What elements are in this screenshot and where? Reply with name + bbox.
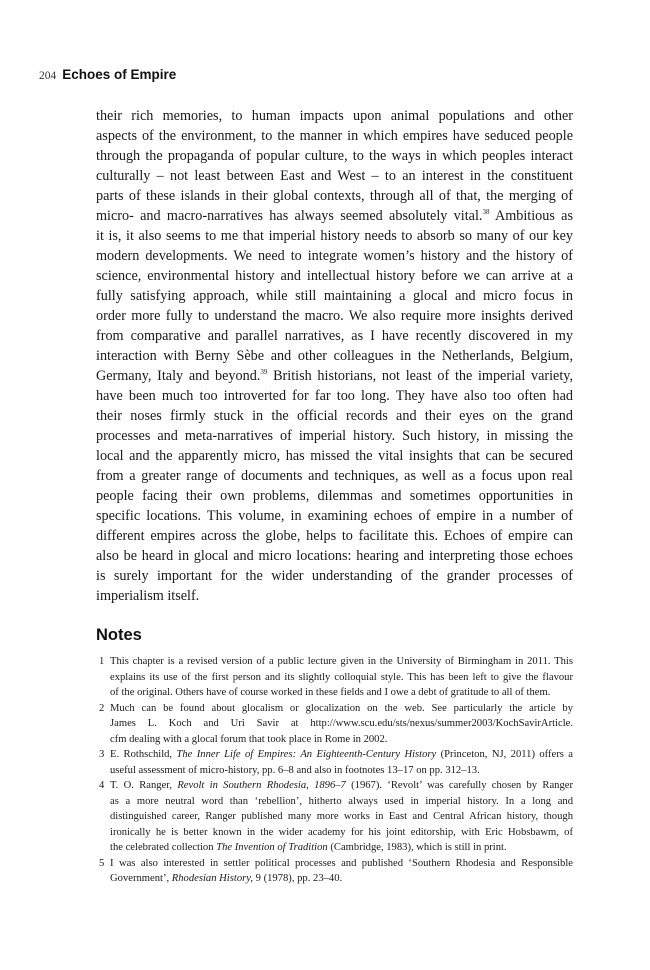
footnote-number: 5 bbox=[99, 857, 105, 869]
body-line-text: science, environmental history and intellectual history before we can arrive at a bbox=[96, 268, 573, 284]
body-line-text: aspects of the environment, to the manner in which empires have seduced people bbox=[96, 128, 573, 144]
footnote-italic-title: Revolt in Southern Rhodesia, 1896–7 bbox=[177, 780, 346, 791]
body-line bbox=[96, 126, 573, 146]
body-line-text: from a greater range of documents and techniques, as well as a focus upon real bbox=[96, 468, 573, 484]
footnote-text: (Cambridge, 1983), which is still in print. bbox=[327, 842, 507, 853]
footnote-number: 2 bbox=[99, 702, 105, 714]
body-line-text: their rich memories, to human impacts upon animal populations and other bbox=[96, 108, 573, 124]
footnote-item bbox=[96, 747, 573, 778]
footnote-text: the celebrated collection bbox=[110, 842, 217, 853]
footnote-line bbox=[110, 763, 573, 779]
body-line-text: British historians, not least of the imperial variety, bbox=[267, 368, 573, 384]
footnote-item bbox=[96, 856, 573, 887]
body-line bbox=[96, 266, 573, 286]
footnote-text: 9 (1978), pp. 23–40. bbox=[253, 873, 343, 884]
body-line bbox=[96, 526, 573, 546]
footnote-text: Much can be found about glocalism or glocalization on the web. See particularly the article by bbox=[110, 702, 573, 714]
footnote-line bbox=[110, 732, 573, 748]
footnote-text: Government’, bbox=[110, 873, 172, 884]
body-line-text: interaction with Berny Sèbe and other colleagues in the Netherlands, Belgium, bbox=[96, 348, 573, 364]
footnote-line bbox=[110, 840, 573, 856]
body-line-text: people facing their own problems, dilemmas and sometimes opportunities in bbox=[96, 488, 573, 504]
footnote-text: as a more neutral word than ‘rebellion’, hitherto always used in imperial history. In a long and bbox=[110, 795, 573, 807]
body-line-text: micro- and macro-narratives has always seemed absolutely vital. bbox=[96, 208, 483, 224]
body-line bbox=[96, 546, 573, 566]
footnote-text: ironically he is better known in the wider academy for his joint editorship, with Eric Hobsbawm, of bbox=[110, 826, 573, 838]
footnote-line bbox=[110, 871, 573, 887]
body-line-text: their noses firmly stuck in the official records and their eyes on the grand bbox=[96, 408, 573, 424]
footnote-text: I was also interested in settler political processes and published ‘Southern Rhodesia and Responsible bbox=[110, 857, 573, 869]
body-line bbox=[96, 106, 573, 126]
footnote-item bbox=[96, 701, 573, 748]
page-number: 204 bbox=[39, 70, 57, 82]
body-line-text: parts of these islands in their global contexts, through all of that, the merging of bbox=[96, 188, 573, 204]
body-line-text: have been much too introverted for far too long. They have also too often had bbox=[96, 388, 573, 404]
footnote-number: 1 bbox=[99, 656, 105, 667]
footnote-line bbox=[110, 747, 573, 763]
footnote-text: cfm dealing with a glocal forum that took place in Rome in 2002. bbox=[110, 733, 388, 745]
body-line-text: fully satisfying approach, while still maintaining a glocal and micro focus in bbox=[96, 288, 573, 304]
footnote-text: explains its use of the first person and its slightly colloquial style. This has been left to give the flavour bbox=[110, 671, 573, 683]
footnote-number: 4 bbox=[99, 780, 105, 791]
body-line-text: Ambitious as bbox=[489, 208, 573, 224]
footnote-text: James L. Koch and Uri Savir at http://www.scu.edu/sts/nexus/summer2003/KochSavirArticle. bbox=[110, 718, 573, 729]
body-line bbox=[96, 166, 573, 186]
body-line bbox=[96, 446, 573, 466]
body-line bbox=[96, 146, 573, 166]
body-line-text: specific locations. This volume, in examining echoes of empire in a number of bbox=[96, 508, 573, 524]
footnote-text: (Princeton, NJ, 2011) offers a bbox=[436, 749, 573, 760]
footnote-line bbox=[110, 825, 573, 841]
book-title: Echoes of Empire bbox=[62, 67, 177, 82]
body-line-text: different empires across the globe, helps to facilitate this. Echoes of empire can bbox=[96, 528, 573, 544]
body-line bbox=[96, 406, 573, 426]
notes-list bbox=[96, 654, 573, 887]
body-paragraph bbox=[96, 106, 573, 606]
body-line-text: modern developments. We need to integrate women’s history and the history of bbox=[96, 248, 573, 264]
notes-heading: Notes bbox=[96, 626, 142, 644]
footnote-italic-title: The Inner Life of Empires: An Eighteenth-Century History bbox=[176, 749, 437, 760]
footnote-line bbox=[110, 809, 573, 825]
footnote-italic-title: Rhodesian History, bbox=[171, 873, 253, 884]
body-line bbox=[96, 306, 573, 326]
body-line bbox=[96, 426, 573, 446]
body-line bbox=[96, 206, 573, 226]
footnote-item bbox=[96, 654, 573, 701]
body-line bbox=[96, 326, 573, 346]
body-line-text: also be heard in glocal and micro locations: hearing and interpreting those echoes bbox=[96, 548, 573, 564]
body-line-text: through the propaganda of popular culture, to the ways in which peoples interact bbox=[96, 148, 573, 164]
body-line bbox=[96, 226, 573, 246]
body-line-text: imperialism itself. bbox=[96, 588, 200, 604]
body-line bbox=[96, 366, 573, 386]
footnote-text: E. Rothschild, bbox=[110, 749, 177, 760]
footnote-reference: 39 bbox=[260, 368, 268, 376]
body-line bbox=[96, 186, 573, 206]
body-line bbox=[96, 246, 573, 266]
body-line bbox=[96, 506, 573, 526]
footnote-line bbox=[110, 778, 573, 794]
body-line-text: processes and meta-narratives of imperial history. Such history, in missing the bbox=[96, 428, 573, 444]
body-line-text: it is, it also seems to me that imperial history needs to absorb so many of our key bbox=[96, 228, 573, 244]
footnote-text: (1967). ‘Revolt’ was carefully chosen by Ranger bbox=[345, 780, 573, 791]
body-line-text: order more fully to understand the macro. We also require more insights derived bbox=[96, 308, 573, 324]
body-line bbox=[96, 466, 573, 486]
footnote-line bbox=[110, 716, 573, 732]
footnote-line bbox=[110, 701, 573, 717]
footnote-text: distinguished career, Ranger published many more works in East and Central African history, though bbox=[110, 811, 573, 822]
footnote-text: This chapter is a revised version of a public lecture given in the University of Birmingham in 2011. This bbox=[110, 656, 573, 667]
running-head bbox=[39, 66, 176, 85]
footnote-text: of the original. Others have of course worked in these fields and I owe a debt of gratitude to all of them. bbox=[110, 687, 551, 698]
body-line-text: Germany, Italy and beyond. bbox=[96, 368, 261, 384]
body-line bbox=[96, 586, 573, 606]
body-line bbox=[96, 346, 573, 366]
footnote-line bbox=[110, 794, 573, 810]
body-line bbox=[96, 566, 573, 586]
footnote-text: useful assessment of micro-history, pp. 6–8 and also in footnotes 13–17 on pp. 312–13. bbox=[110, 764, 480, 776]
footnote-reference: 38 bbox=[482, 208, 490, 216]
footnote-italic-title: The Invention of Tradition bbox=[216, 842, 328, 853]
body-line bbox=[96, 486, 573, 506]
footnote-line bbox=[110, 856, 573, 872]
footnote-item bbox=[96, 778, 573, 856]
footnote-line bbox=[110, 685, 573, 701]
footnote-text: T. O. Ranger, bbox=[110, 780, 178, 791]
body-line bbox=[96, 386, 573, 406]
footnote-line bbox=[110, 654, 573, 670]
body-line-text: culturally – not least between East and West – to an interest in the constituent bbox=[96, 168, 573, 184]
body-line-text: is surely important for the wider understanding of the grander processes of bbox=[96, 568, 573, 584]
body-line-text: local and the apparently micro, has missed the vital insights that can be secured bbox=[96, 448, 573, 464]
body-line-text: from comparative and parallel narratives, as I have recently discovered in my bbox=[96, 328, 573, 344]
footnote-line bbox=[110, 670, 573, 686]
body-line bbox=[96, 286, 573, 306]
footnote-number: 3 bbox=[99, 749, 105, 760]
